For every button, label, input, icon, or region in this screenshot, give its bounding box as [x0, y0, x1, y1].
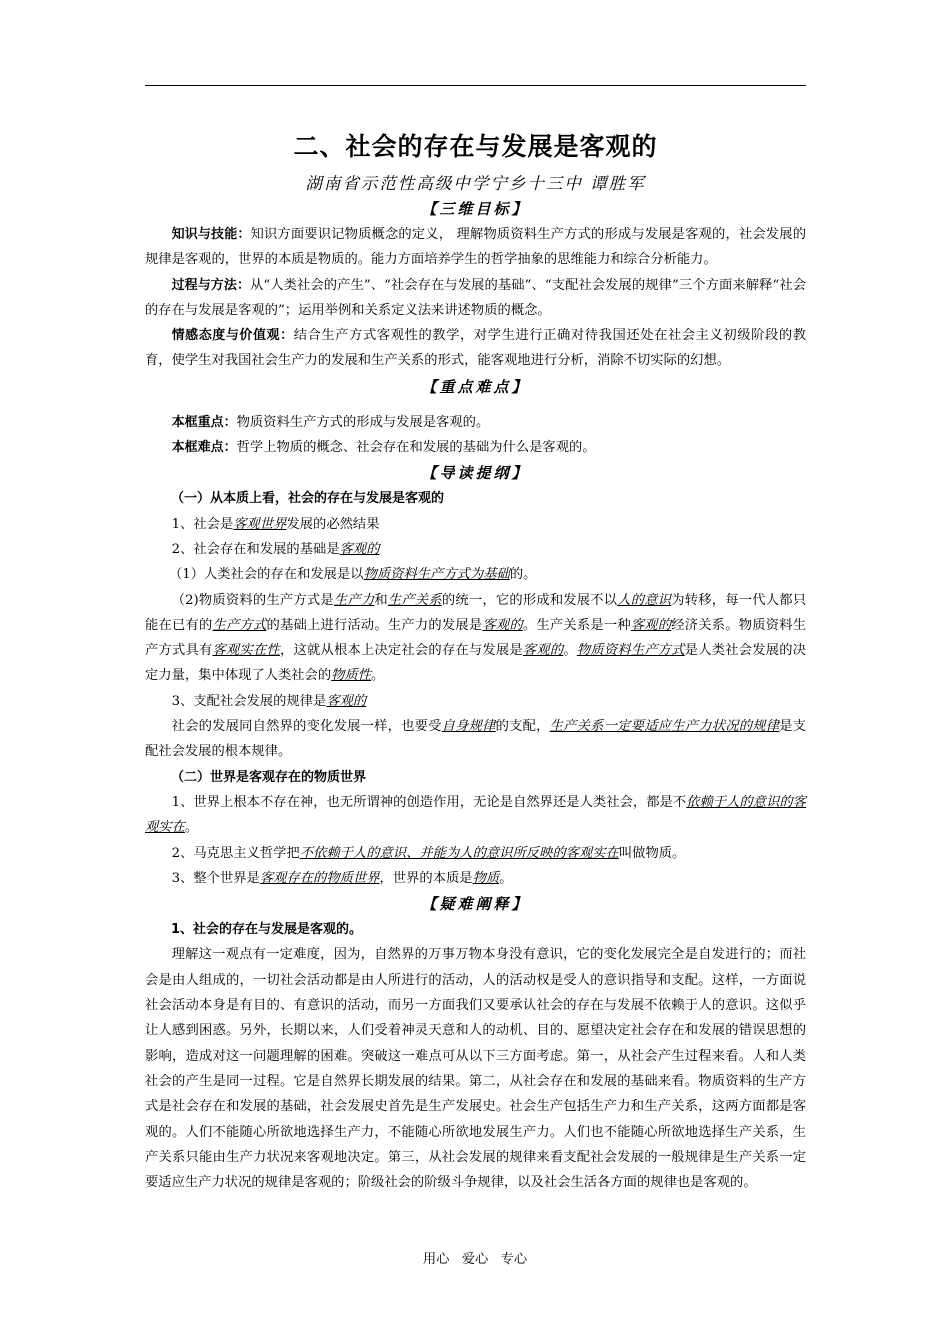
goal-attitude: [145, 323, 806, 374]
answer: 物质: [472, 870, 500, 886]
faq-heading-1: 1、社会的存在与发展是客观的。: [171, 922, 363, 938]
outline-heading-1: （一）从本质上看，社会的存在与发展是客观的: [171, 491, 445, 507]
section-keypoints-heading: 【重点难点】: [421, 377, 530, 396]
answer: 客观实在性: [212, 643, 280, 659]
goal-attitude-label: 情感态度与价值观：: [171, 328, 294, 344]
text: 社会的发展同自然界的变化发展一样，也要受: [171, 719, 442, 735]
text: 是支配社会发展的根本规律。: [145, 719, 807, 760]
outline-item-3: [145, 689, 806, 714]
faq-text: 理解这一观点有一定难度，因为，自然界的万事万物本身没有意识，它的变化发展完全是自发进行的；而社会是由人组成的，一切社会活动都是由人所进行的活动，人的活动权是受人的意识指导和支配。这样，一方面说社会活动本身是有目的、有意识的活动，而另一方面我们又要承认社会的存在与发展不依赖于人的意识。这似乎让人感到困惑。另外，长期以来，人们受着神灵天意和人的动机、目的、愿望决定社会存在和发展的错误思想的影响，造成对这一问题理解的困难。突破这一难点可从以下三方面考虑。第一，从社会产生过程来看。人和人类社会的产生是同一过程。它是自然界长期发展的结果。第二，从社会存在和发展的基础来看。物质资料的生产方式是社会存在和发展的基础，社会发展史首先是生产发展史。社会生产包括生产力和生产关系，这两方面都是客观的。人们不能随心所欲地选择生产力，不能随心所欲地发展生产力。人们也不能随心所欲地选择生产关系，生产关系只能由生产力状况来客观地决定。第三，从社会发展的规律来看支配社会发展的一般规律是生产关系一定要适应生产力状况的规律是客观的；阶级社会的阶级斗争规律，以及社会生活各方面的规律也是客观的。: [145, 947, 806, 1191]
answer: 物质资料生产方式: [576, 643, 685, 659]
answer: 不依赖于人的意识、并能为人的意识所反映的客观实在: [299, 845, 619, 861]
header-rule: [145, 85, 806, 86]
outline-item-2-2: [145, 588, 806, 689]
outline-world-3: [145, 866, 806, 891]
outline-heading-2: （二）世界是客观存在的物质世界: [171, 769, 367, 785]
section-faq-heading: 【疑难阐释】: [421, 895, 530, 914]
text: 2、社会存在和发展的基础是: [171, 541, 340, 557]
outline-item-2: [145, 537, 806, 562]
answer: 客观世界: [233, 516, 287, 532]
text: 。: [371, 668, 385, 684]
text: 是人类社会发展的决定力量，集中体现了人类社会的: [145, 643, 807, 684]
text: 2、马克思主义哲学把: [171, 845, 300, 861]
answer: 客观的: [482, 617, 523, 633]
text: 3、支配社会发展的规律是: [171, 693, 327, 709]
goal-knowledge-label: 知识与技能：: [171, 227, 251, 242]
answer: 客观存在的物质世界: [259, 870, 380, 886]
keypoint-focus: [145, 410, 806, 435]
goal-process-text: 从“人类社会的产生”、“社会存在与发展的基础”、“支配社会发展的规律”三个方面来解释“社会的存在与发展是客观的”；运用举例和关系定义法来讲述物质的概念。: [145, 277, 806, 318]
answer: 客观的: [326, 693, 367, 709]
text: 3、整个世界是: [171, 870, 260, 886]
answer: 生产关系一定要适应生产力状况的规律: [549, 719, 780, 735]
spacer: [145, 400, 806, 410]
answer: 生产力: [333, 592, 375, 608]
outline-world-1: [145, 790, 806, 841]
answer: 依赖于人的意识的客观实在: [145, 794, 806, 836]
outline-item-2-1: [145, 562, 806, 587]
text: 叫做物质。: [618, 845, 686, 861]
text: 经济关系。物质资料生产方式具有: [145, 617, 807, 659]
text: 发展的必然结果: [286, 516, 380, 532]
answer: 生产方式: [212, 617, 267, 633]
text: 的基础上进行活动。生产力的发展是: [266, 617, 483, 633]
text: 。: [184, 820, 199, 836]
text: （2)物质资料的生产方式是: [171, 592, 334, 608]
answer: 客观的: [522, 643, 564, 659]
text: ，这就从根本上决定社会的存在与发展是: [279, 643, 523, 659]
text: 的支配，: [495, 719, 550, 735]
document-body: [145, 128, 806, 1195]
text: （1）人类社会的存在和发展是以: [168, 567, 364, 583]
text: 的统一，它的形成和发展不以: [441, 592, 618, 608]
text: 的。: [509, 567, 537, 583]
author-line: 湖南省示范性高级中学宁乡十三中 谭胜军: [305, 174, 646, 193]
goal-knowledge: [145, 222, 806, 273]
keypoint-difficulty: [145, 435, 806, 460]
answer: 生产关系: [387, 592, 442, 608]
text: 和: [374, 592, 388, 608]
page-title: 二、社会的存在与发展是客观的: [293, 132, 658, 161]
section-outline-heading: 【导读提纲】: [421, 464, 530, 483]
goal-knowledge-text: 知识方面要识记物质概念的定义， 理解物质资料生产方式的形成与发展是客观的，社会发展的规律是客观的，世界的本质是物质的。能力方面培养学生的哲学抽象的思维能力和综合分析能力。: [145, 227, 806, 268]
answer: 客观的: [630, 617, 672, 633]
answer: 物质性: [331, 668, 372, 684]
text: 为转移，每一代人都只能在已有的: [145, 592, 807, 633]
goal-process-label: 过程与方法：: [171, 277, 251, 293]
section-goals-heading: 【三维目标】: [421, 200, 530, 218]
text: 1、社会是: [171, 516, 234, 532]
page-footer: 用心 爱心 专心: [422, 1252, 528, 1267]
answer: 自身规律: [441, 719, 496, 735]
keypoint-difficulty-text: 哲学上物质的概念、社会存在和发展的基础为什么是客观的。: [236, 440, 596, 456]
text: 。: [563, 643, 577, 659]
answer: 客观的: [339, 541, 380, 557]
answer: 物质资料生产方式为基础: [363, 567, 510, 583]
goal-attitude-text: 结合生产方式客观性的教学，对学生进行正确对待我国还处在社会主义初级阶段的教育，使学生对我国社会生产力的发展和生产关系的形式，能客观地进行分析，消除不切实际的幻想。: [145, 328, 806, 369]
answer: 人的意识: [617, 592, 672, 608]
outline-item-1: [145, 512, 806, 537]
keypoint-difficulty-label: 本框难点：: [171, 440, 237, 456]
text: 。生产关系是一种: [522, 617, 631, 633]
text: 。: [499, 870, 513, 886]
outline-world-2: [145, 841, 806, 866]
goal-process: [145, 273, 806, 324]
text: 1、世界上根本不存在神，也无所谓神的创造作用，无论是自然界还是人类社会，都是不: [171, 794, 687, 810]
outline-item-3-text: [145, 714, 806, 765]
keypoint-focus-text: 物质资料生产方式的形成与发展是客观的。: [236, 414, 490, 430]
keypoint-focus-label: 本框重点：: [171, 414, 237, 430]
text: ，世界的本质是: [379, 870, 473, 886]
